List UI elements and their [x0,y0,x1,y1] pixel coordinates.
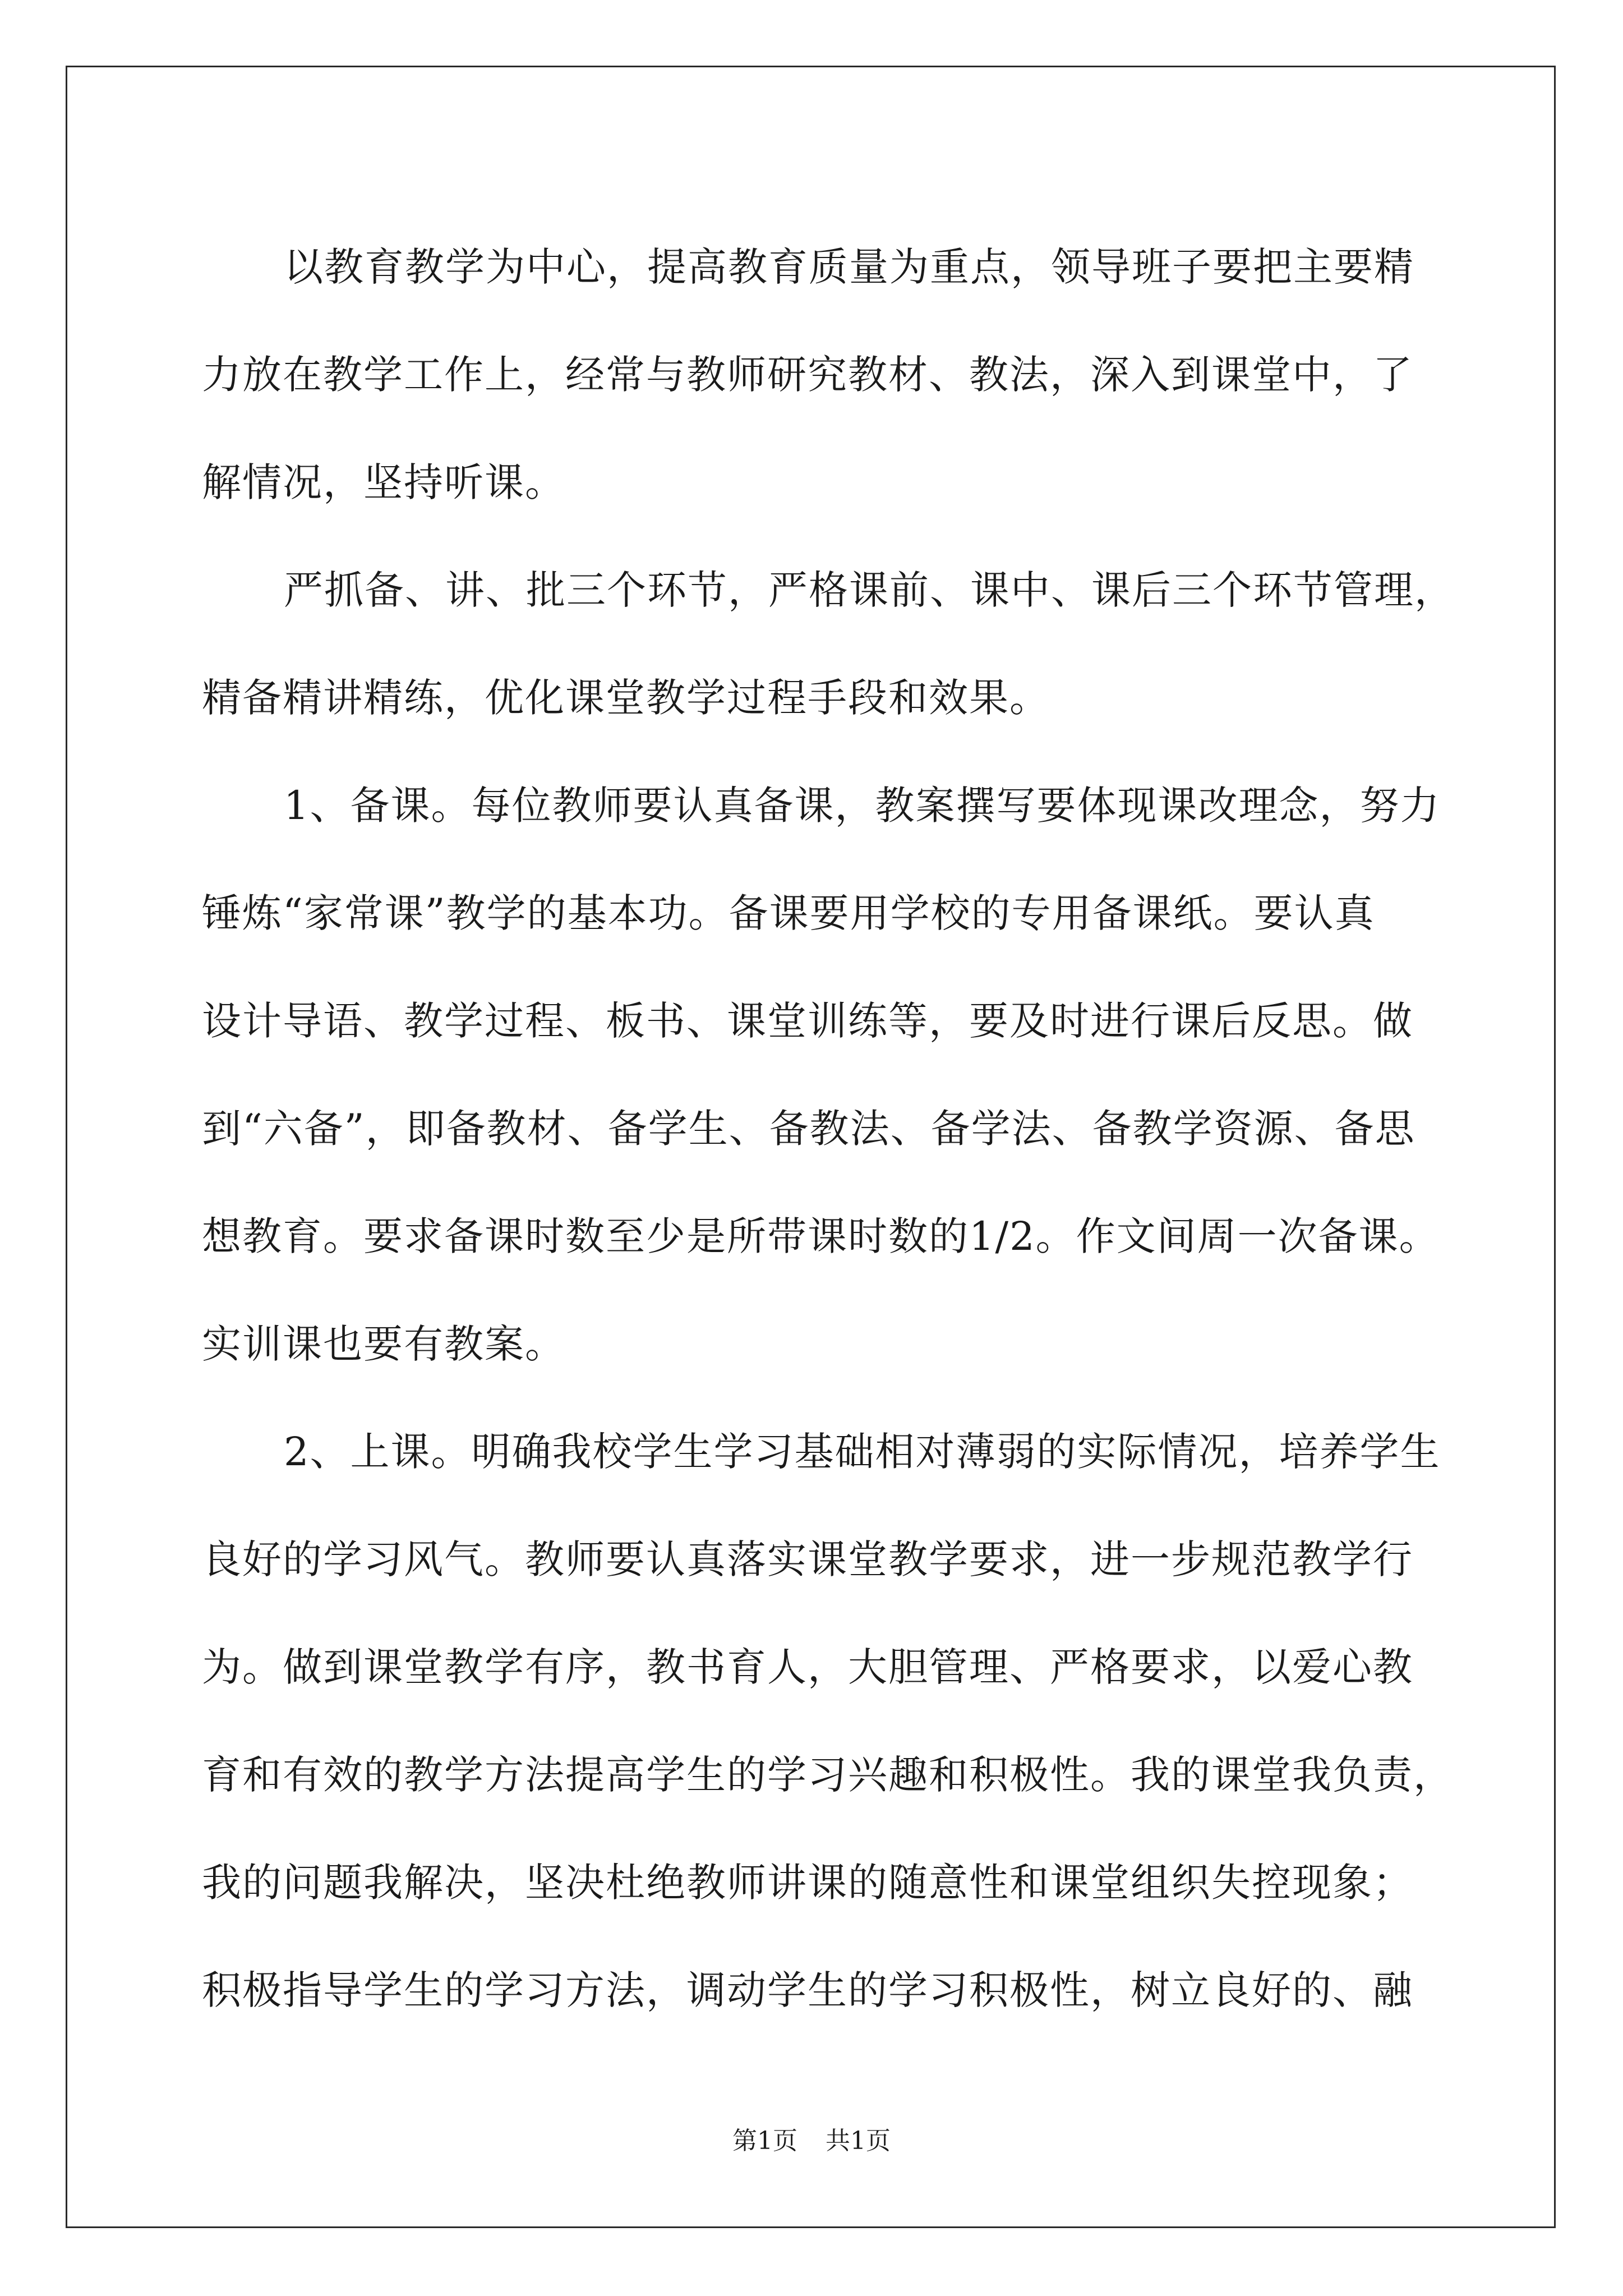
page-total: 共1页 [826,2127,891,2155]
paragraph-3-line-1: 1、备课。每位教师要认真备课，教案撰写要体现课改理念，努力 [284,783,1441,829]
paragraph-4-line-1: 2、上课。明确我校学生学习基础相对薄弱的实际情况，培养学生 [284,1429,1441,1475]
paragraph-4-line-6: 积极指导学生的学习方法，调动学生的学习积极性，树立良好的、融 [202,1967,1413,2013]
paragraph-3-line-5: 想教育。要求备课时数至少是所带课时数的1/2。作文间周一次备课。 [202,1213,1440,1259]
paragraph-4-line-4: 育和有效的教学方法提高学生的学习兴趣和积极性。我的课堂我负责， [202,1752,1454,1798]
paragraph-1-line-2: 力放在教学工作上，经常与教师研究教材、教法，深入到课堂中，了 [202,352,1413,398]
paragraph-1-line-3: 解情况，坚持听课。 [202,459,565,505]
paragraph-1-line-1: 以教育教学为中心，提高教育质量为重点，领导班子要把主要精 [284,244,1414,290]
page-number: 第1页 [732,2127,797,2155]
paragraph-4-line-5: 我的问题我解决，坚决杜绝教师讲课的随意性和课堂组织失控现象； [202,1860,1413,1906]
paragraph-3-line-3: 设计导语、教学过程、板书、课堂训练等，要及时进行课后反思。做 [202,998,1413,1044]
paragraph-3-line-2: 锤炼“家常课”教学的基本功。备课要用学校的专用备课纸。要认真 [202,890,1375,936]
paragraph-3-line-6: 实训课也要有教案。 [202,1321,565,1367]
page-footer [0,2120,1623,2156]
paragraph-4-line-2: 良好的学习风气。教师要认真落实课堂教学要求，进一步规范教学行 [202,1536,1413,1582]
paragraph-2-line-2: 精备精讲精练，优化课堂教学过程手段和效果。 [202,675,1050,721]
paragraph-4-line-3: 为。做到课堂教学有序，教书育人，大胆管理、严格要求，以爱心教 [202,1644,1413,1690]
paragraph-3-line-4: 到“六备”，即备教材、备学生、备教法、备学法、备教学资源、备思 [202,1106,1415,1152]
document-body [202,213,1455,2044]
paragraph-2-line-1: 严抓备、讲、批三个环节，严格课前、课中、课后三个环节管理， [284,567,1455,613]
